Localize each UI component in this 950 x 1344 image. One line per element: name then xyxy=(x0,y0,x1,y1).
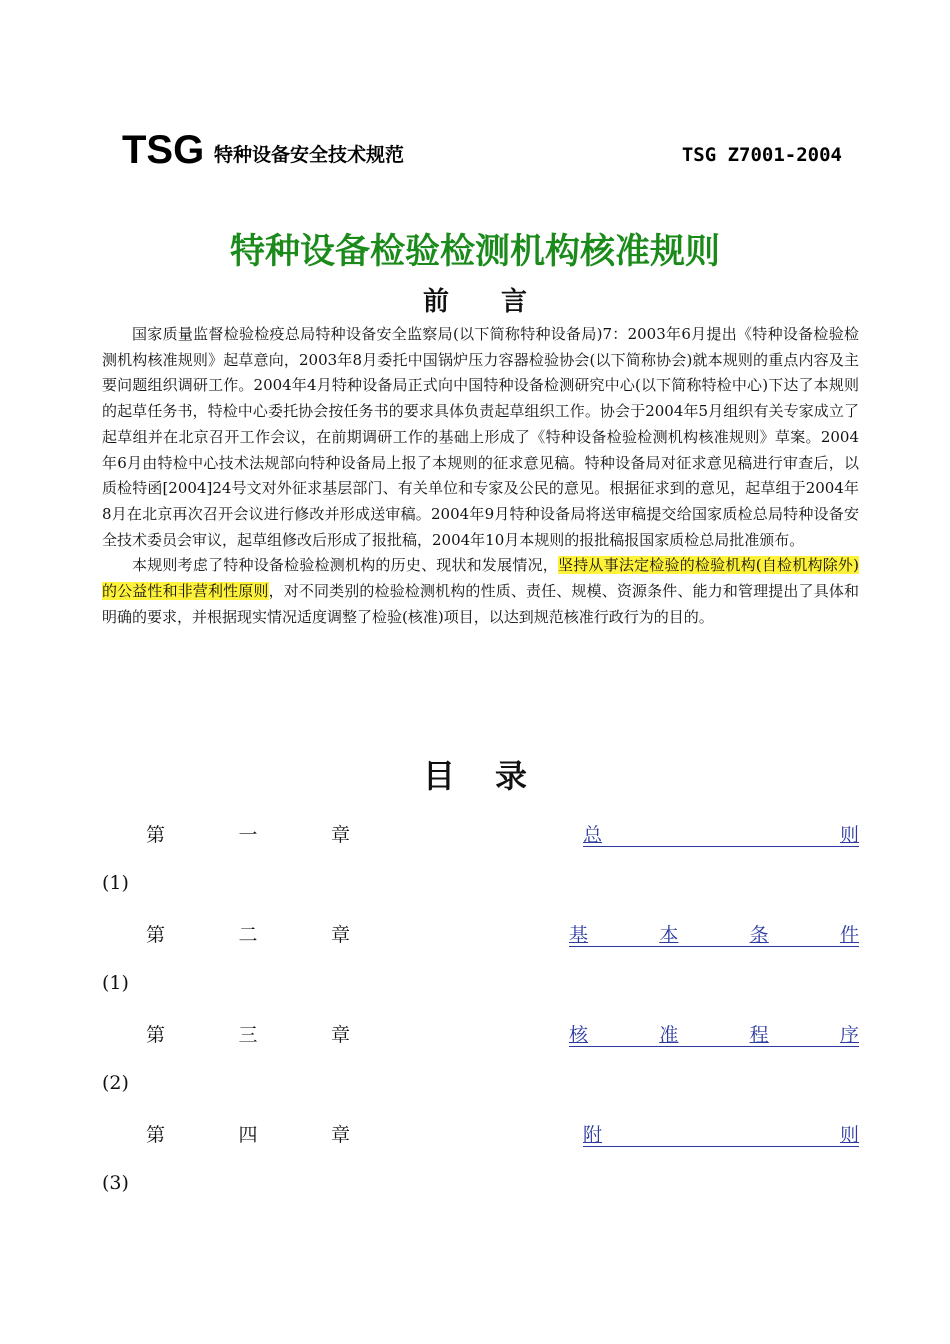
chapter-char: 第 xyxy=(146,1124,166,1146)
preface-paragraph-2 xyxy=(102,553,859,630)
toc-link-supplementary-provisions[interactable] xyxy=(583,1120,859,1150)
toc-item xyxy=(102,920,859,1020)
toc-page-number: (3) xyxy=(102,1172,129,1194)
link-char: 条 xyxy=(749,924,769,946)
chapter-char: 章 xyxy=(330,924,350,946)
toc-item xyxy=(102,1020,859,1120)
toc-link-approval-procedures[interactable] xyxy=(569,1020,859,1050)
link-char: 基 xyxy=(569,924,589,946)
paragraph-2-intro: 本规则考虑了特种设备检验检测机构的历史、现状和发展情况， xyxy=(132,556,558,575)
document-code: TSG Z7001-2004 xyxy=(681,144,842,166)
chapter-number: 四 xyxy=(238,1124,258,1146)
preface-paragraph-1: 国家质量监督检验检疫总局特种设备安全监察局(以下简称特种设备局)7：2003年6月提出《特种设备检验检测机构核准规则》起草意向，2003年8月委托中国锅炉压力容器检验协会(以下简称协会)就本规则的重点内容及主要问题组织调研工作。2004年4月特种设备局正式向中国特种设备检测研究中心(以下简称特检中心)下达了本规则的起草任务书，特检中心委托协会按任务书的要求具体负责起草组织工作。协会于2004年5月组织有关专家成立了起草组并在北京召开工作会议，在前期调研工作的基础上形成了《特种设备检验检测机构核准规则》草案。2004年6月由特检中心技术法规部向特种设备局上报了本规则的征求意见稿。特种设备局对征求意见稿进行审查后，以质检特函[2004]24号文对外征求基层部门、有关单位和专家及公民的意见。根据征求到的意见，起草组于2004年8月在北京再次召开会议进行修改并形成送审稿。2004年9月特种设备局将送审稿提交给国家质检总局特种设备安全技术委员会审议，起草组修改后形成了报批稿，2004年10月本规则的报批稿报国家质检总局批准颁布。 xyxy=(102,325,859,549)
toc-page-number: (1) xyxy=(102,972,129,994)
series-name: 特种设备安全技术规范 xyxy=(214,144,405,166)
toc-chapter-label xyxy=(146,920,350,950)
chapter-char: 第 xyxy=(146,1024,166,1046)
chapter-number: 三 xyxy=(238,1024,258,1046)
preface-body xyxy=(102,322,859,630)
chapter-char: 章 xyxy=(330,1124,350,1146)
toc-page-number: (1) xyxy=(102,872,129,894)
chapter-char: 章 xyxy=(330,1024,350,1046)
toc-heading: 目录 xyxy=(422,757,567,795)
toc-chapter-label xyxy=(146,1120,350,1150)
chapter-number: 一 xyxy=(238,824,258,846)
link-char: 序 xyxy=(839,1024,859,1046)
highlighted-principle: 坚持从事法定检验的检验机构(自检机构除外)的公益性和非营利性原则 xyxy=(102,556,859,601)
chapter-number: 二 xyxy=(238,924,258,946)
toc-chapter-label xyxy=(146,1020,350,1050)
chapter-char: 第 xyxy=(146,824,166,846)
link-char: 准 xyxy=(659,1024,679,1046)
link-char: 则 xyxy=(839,1124,859,1146)
toc-link-basic-conditions[interactable] xyxy=(569,920,859,950)
document-title: 特种设备检验检测机构核准规则 xyxy=(229,232,720,272)
tsg-logo-text: TSG xyxy=(122,128,205,172)
toc-item xyxy=(102,820,859,920)
link-char: 则 xyxy=(839,824,859,846)
link-char: 程 xyxy=(749,1024,769,1046)
toc-chapter-label xyxy=(146,820,350,850)
link-char: 附 xyxy=(583,1124,603,1146)
toc-page-number: (2) xyxy=(102,1072,129,1094)
paragraph-2-rest: ，对不同类别的检验检测机构的性质、责任、规模、资源条件、能力和管理提出了具体和明确的要求，并根据现实情况适度调整了检验(核准)项目，以达到规范核准行政行为的目的。 xyxy=(102,582,859,626)
link-char: 件 xyxy=(839,924,859,946)
link-char: 本 xyxy=(659,924,679,946)
link-char: 核 xyxy=(569,1024,589,1046)
chapter-char: 章 xyxy=(330,824,350,846)
link-char: 总 xyxy=(583,824,603,846)
preface-heading: 前言 xyxy=(422,287,579,317)
toc-link-general-provisions[interactable] xyxy=(583,820,859,850)
chapter-char: 第 xyxy=(146,924,166,946)
toc-item xyxy=(102,1120,859,1220)
document-header xyxy=(122,128,842,172)
